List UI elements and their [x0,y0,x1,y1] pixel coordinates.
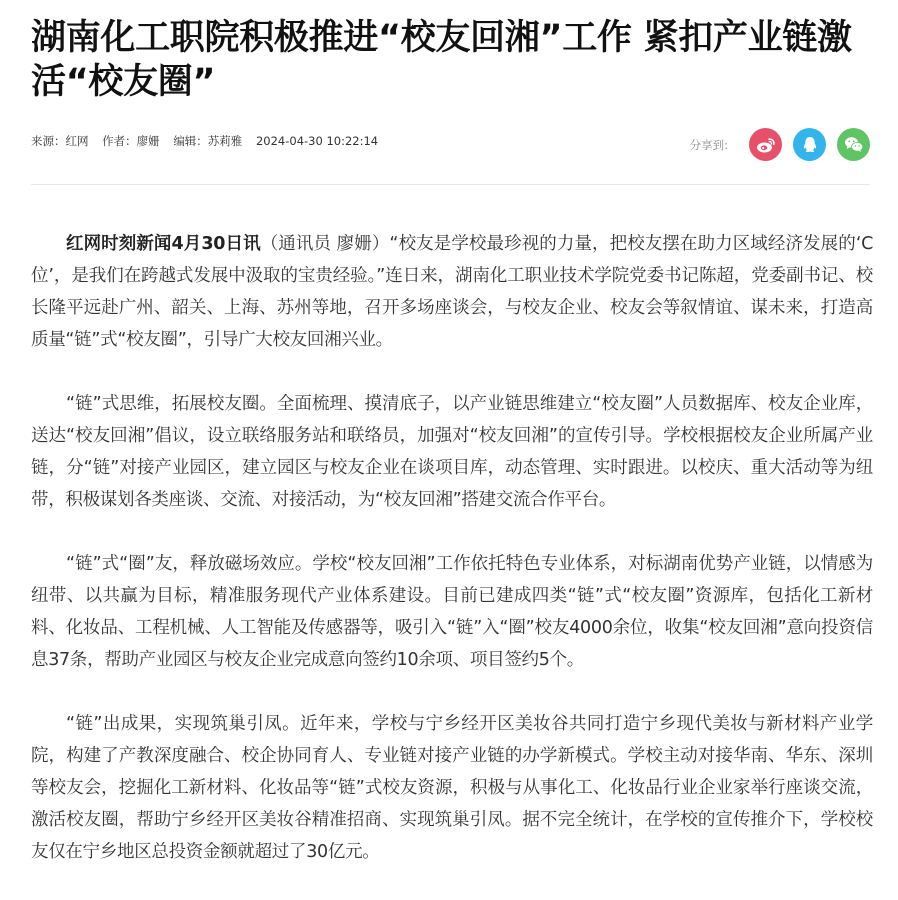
share-weibo-button[interactable] [749,128,782,161]
wechat-icon [844,136,864,153]
meta-author: 作者：廖姗 [102,134,160,148]
article-meta [31,133,378,149]
meta-editor: 编辑：苏莉雅 [173,134,243,148]
article-body [31,228,873,900]
paragraph-text: （通讯员 廖姗）“校友是学校最珍视的力量，把校友摆在助力区域经济发展的‘C位’，是我们在跨越式发展中汲取的宝贵经验。”连日来，湖南化工职业技术学院党委书记陈超，党委副书记、校长隆平远赴广州、韶关、上海、苏州等地，召开多场座谈会，与校友企业、校友会等叙情谊、谋未来，打造高质量“链”式“校友圈”，引导广大校友回湘兴业。 [31,234,874,350]
article-meta-row [31,128,870,162]
meta-source: 来源：红网 [31,134,89,148]
weibo-icon [756,137,776,153]
qq-icon [802,136,818,154]
header-divider [31,184,870,185]
paragraph-4: “链”出成果，实现筑巢引凤。近年来，学校与宁乡经开区美妆谷共同打造宁乡现代美妆与新材料产业学院，构建了产教深度融合、校企协同育人、专业链对接产业链的办学新模式。学校主动对接华南、华东、深圳等校友会，挖掘化工新材料、化妆品等“链”式校友资源，积极与从事化工、化妆品行业企业家举行座谈交流，激活校友圈，帮助宁乡经开区美妆谷精准招商、实现筑巢引凤。据不完全统计，在学校的宣传推介下，学校校友仅在宁乡地区总投资金额就超过了30亿元。 [31,714,873,862]
paragraph-3: “链”式“圈”友，释放磁场效应。学校“校友回湘”工作依托特色专业体系，对标湖南优势产业链，以情感为纽带、以共赢为目标，精准服务现代产业体系建设。目前已建成四类“链”式“校友圈”资源库，包括化工新材料、化妆品、工程机械、人工智能及传感器等，吸引入“链”入“圈”校友4000余位，收集“校友回湘”意向投资信息37条，帮助产业园区与校友企业完成意向签约10余项、项目签约5个。 [31,554,873,670]
share-wechat-button[interactable] [837,128,870,161]
article-title: 湖南化工职院积极推进“校友回湘”工作 紧扣产业链激活“校友圈” [31,18,852,102]
meta-time: 2024-04-30 10:22:14 [255,134,379,148]
share-bar [690,128,870,161]
share-qq-button[interactable] [793,128,826,161]
paragraph-1 [31,228,873,356]
news-dateline: 红网时刻新闻4月30日讯 [66,234,261,254]
share-label: 分享到: [689,137,728,152]
paragraph-2: “链”式思维，拓展校友圈。全面梳理、摸清底子，以产业链思维建立“校友圈”人员数据库、校友企业库，送达“校友回湘”倡议，设立联络服务站和联络员，加强对“校友回湘”的宣传引导。学校根据校友企业所属产业链，分“链”对接产业园区，建立园区与校友企业在谈项目库，动态管理、实时跟进。以校庆、重大活动等为纽带，积极谋划各类座谈、交流、对接活动，为“校友回湘”搭建交流合作平台。 [31,394,873,510]
